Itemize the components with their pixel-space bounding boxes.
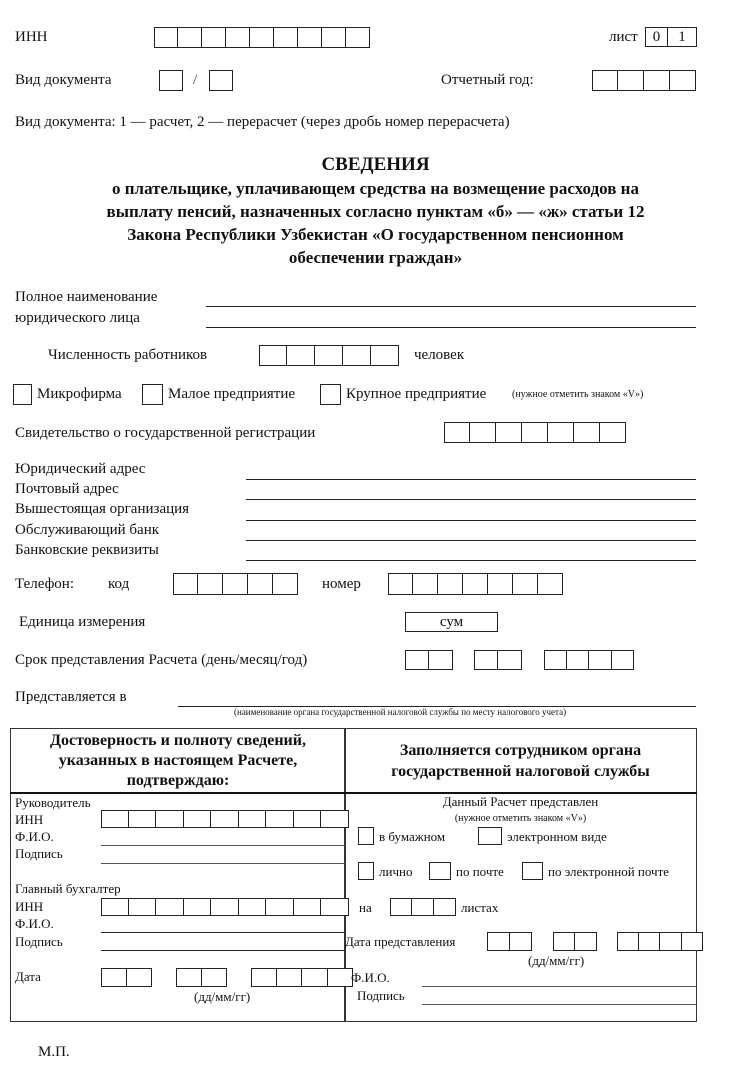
char-cell[interactable] <box>510 932 533 951</box>
tax-officer-heading-2: государственной налоговой службы <box>391 763 650 780</box>
postal-address-input[interactable] <box>246 499 696 500</box>
doc-type-input[interactable] <box>159 70 183 91</box>
tax-officer-heading-1: Заполняется сотрудником органа <box>399 742 642 759</box>
sheet-digit: 0 <box>645 27 668 47</box>
char-cell[interactable] <box>266 898 294 916</box>
char-cell[interactable] <box>438 573 463 595</box>
accountant-fio-label: Ф.И.О. <box>15 916 54 931</box>
date-month-input[interactable] <box>176 968 227 987</box>
char-cell[interactable] <box>487 932 510 951</box>
director-inn-input[interactable] <box>101 810 349 828</box>
officer-signature-label: Подпись <box>357 988 405 1003</box>
report-year-input[interactable] <box>592 70 696 91</box>
submission-month-input[interactable] <box>553 932 597 951</box>
char-cell[interactable] <box>127 968 153 987</box>
char-cell[interactable] <box>202 27 226 48</box>
char-cell[interactable] <box>434 898 456 916</box>
char-cell[interactable] <box>639 932 661 951</box>
officer-signature-input[interactable] <box>422 1004 696 1005</box>
char-cell[interactable] <box>346 27 370 48</box>
accountant-fio-input[interactable] <box>101 932 345 933</box>
char-cell[interactable] <box>259 345 287 366</box>
char-cell[interactable] <box>273 573 298 595</box>
char-cell[interactable] <box>544 650 567 670</box>
small-business-checkbox[interactable] <box>142 384 163 405</box>
parent-org-label: Вышестоящая организация <box>15 501 190 517</box>
char-cell[interactable] <box>589 650 612 670</box>
chief-accountant-label: Главный бухгалтер <box>15 881 121 896</box>
sheet-number <box>645 27 697 47</box>
submitted-label: Данный Расчет представлен <box>442 794 599 809</box>
char-cell[interactable] <box>248 573 273 595</box>
sheets-suffix: листах <box>461 900 499 915</box>
char-cell[interactable] <box>302 968 328 987</box>
postal-address-label: Почтовый адрес <box>15 481 119 497</box>
director-fio-input[interactable] <box>101 845 345 846</box>
submission-date-format: (дд/мм/гг) <box>528 953 585 968</box>
char-cell[interactable] <box>298 27 322 48</box>
submission-day-input[interactable] <box>487 932 532 951</box>
deadline-year-input[interactable] <box>544 650 634 670</box>
char-cell[interactable] <box>463 573 488 595</box>
sheets-count-input[interactable] <box>390 898 456 916</box>
large-business-label: Крупное предприятие <box>346 386 487 402</box>
char-cell[interactable] <box>251 968 277 987</box>
char-cell[interactable] <box>287 345 315 366</box>
employees-unit: человек <box>414 347 465 363</box>
sheets-prefix: на <box>359 900 372 915</box>
form-subtitle-line-2: выплату пенсий, назначенных согласно пунктам «б» — «ж» статьи 12 <box>106 202 645 221</box>
doc-type-separator: / <box>193 72 198 88</box>
char-cell[interactable] <box>522 422 548 443</box>
sheet-digit: 1 <box>668 27 697 47</box>
char-cell[interactable] <box>154 27 178 48</box>
director-inn-label: ИНН <box>15 812 44 827</box>
date-day-input[interactable] <box>101 968 152 987</box>
recalc-number-input[interactable] <box>209 70 233 91</box>
char-cell[interactable] <box>202 968 228 987</box>
confirmation-heading-2: указанных в настоящем Расчете, <box>58 752 298 769</box>
director-signature-label: Подпись <box>15 846 63 861</box>
electronic-form-label: электронном виде <box>507 829 607 844</box>
char-cell[interactable] <box>444 422 470 443</box>
char-cell[interactable] <box>574 422 600 443</box>
char-cell[interactable] <box>129 898 157 916</box>
char-cell[interactable] <box>223 573 248 595</box>
char-cell[interactable] <box>488 573 513 595</box>
char-cell[interactable] <box>239 810 267 828</box>
form-subtitle-line-1: о плательщике, уплачивающем средства на возмещение расходов на <box>112 179 639 198</box>
char-cell[interactable] <box>670 70 696 91</box>
char-cell[interactable] <box>211 898 239 916</box>
char-cell[interactable] <box>178 27 202 48</box>
char-cell[interactable] <box>315 345 343 366</box>
char-cell[interactable] <box>553 932 575 951</box>
submitted-to-label: Представляется в <box>15 689 127 705</box>
char-cell[interactable] <box>496 422 522 443</box>
electronic-form-checkbox[interactable] <box>478 827 502 845</box>
char-cell[interactable] <box>198 573 223 595</box>
inn-input[interactable] <box>154 27 370 48</box>
char-cell[interactable] <box>343 345 371 366</box>
bank-input[interactable] <box>246 540 696 541</box>
char-cell[interactable] <box>274 27 298 48</box>
legal-address-label: Юридический адрес <box>15 461 146 477</box>
submitted-to-note: (наименование органа государственной налоговой службы по месту налогового учета) <box>234 707 567 717</box>
small-business-label: Малое предприятие <box>168 386 296 402</box>
date-label: Дата <box>15 969 41 984</box>
form-title: СВЕДЕНИЯ <box>321 154 430 175</box>
char-cell[interactable] <box>371 345 399 366</box>
inn-label: ИНН <box>15 29 48 45</box>
full-name-label-2: юридического лица <box>15 310 140 326</box>
char-cell[interactable] <box>470 422 496 443</box>
by-email-checkbox[interactable] <box>522 862 543 880</box>
employees-label: Численность работников <box>48 347 208 363</box>
char-cell[interactable] <box>413 573 438 595</box>
char-cell[interactable] <box>617 932 639 951</box>
char-cell[interactable] <box>567 650 590 670</box>
char-cell[interactable] <box>211 810 239 828</box>
char-cell[interactable] <box>513 573 538 595</box>
char-cell[interactable] <box>548 422 574 443</box>
officer-fio-input[interactable] <box>422 986 696 987</box>
by-mail-checkbox[interactable] <box>429 862 451 880</box>
char-cell[interactable] <box>592 70 618 91</box>
form-subtitle-line-4: обеспечении граждан» <box>288 248 463 267</box>
char-cell[interactable] <box>644 70 670 91</box>
phone-code-label: код <box>108 576 130 592</box>
microfirm-label: Микрофирма <box>37 386 122 402</box>
size-note: (нужное отметить знаком «V») <box>512 389 644 400</box>
deadline-month-input[interactable] <box>474 650 522 670</box>
submission-date-label: Дата представления <box>345 934 456 949</box>
char-cell[interactable] <box>184 810 212 828</box>
registration-input[interactable] <box>444 422 626 443</box>
parent-org-input[interactable] <box>246 520 696 521</box>
bank-details-label: Банковские реквизиты <box>15 542 159 558</box>
full-name-input[interactable] <box>206 306 696 307</box>
char-cell[interactable] <box>239 898 267 916</box>
phone-label: Телефон: <box>15 576 74 592</box>
confirmation-heading-1: Достоверность и полноту сведений, <box>50 732 306 749</box>
char-cell[interactable] <box>101 810 129 828</box>
full-name-label: Полное наименование <box>15 289 158 305</box>
char-cell[interactable] <box>575 932 597 951</box>
mark-note: (нужное отметить знаком «V») <box>454 813 587 824</box>
char-cell[interactable] <box>321 898 349 916</box>
in-person-label: лично <box>379 864 413 879</box>
registration-label: Свидетельство о государственной регистрации <box>15 425 316 441</box>
officer-fio-label: Ф.И.О. <box>351 970 390 985</box>
char-cell[interactable] <box>294 810 322 828</box>
submission-year-input[interactable] <box>617 932 703 951</box>
phone-number-input[interactable] <box>388 573 563 595</box>
char-cell[interactable] <box>129 810 157 828</box>
report-year-label: Отчетный год: <box>441 72 534 88</box>
accountant-inn-input[interactable] <box>101 898 349 916</box>
char-cell[interactable] <box>250 27 274 48</box>
char-cell[interactable] <box>277 968 303 987</box>
accountant-signature-label: Подпись <box>15 934 63 949</box>
char-cell[interactable] <box>176 968 202 987</box>
unit-field <box>405 612 498 632</box>
doc-type-note: Вид документа: 1 — расчет, 2 — перерасчет (через дробь номер перерасчета) <box>15 114 510 130</box>
char-cell[interactable] <box>498 650 522 670</box>
large-business-checkbox[interactable] <box>320 384 341 405</box>
char-cell[interactable] <box>405 650 429 670</box>
bank-details-input[interactable] <box>246 560 696 561</box>
char-cell[interactable] <box>184 898 212 916</box>
char-cell[interactable] <box>101 968 127 987</box>
paper-form-checkbox[interactable] <box>358 827 374 845</box>
char-cell[interactable] <box>429 650 453 670</box>
date-year-input[interactable] <box>251 968 353 987</box>
paper-form-label: в бумажном <box>379 829 446 844</box>
director-fio-label: Ф.И.О. <box>15 829 54 844</box>
char-cell[interactable] <box>612 650 635 670</box>
unit-value: сум <box>405 612 498 632</box>
char-cell[interactable] <box>618 70 644 91</box>
char-cell[interactable] <box>412 898 434 916</box>
char-cell[interactable] <box>474 650 498 670</box>
phone-code-input[interactable] <box>173 573 298 595</box>
employees-input[interactable] <box>259 345 399 366</box>
doc-type-label: Вид документа <box>15 72 112 88</box>
char-cell[interactable] <box>101 898 129 916</box>
director-label: Руководитель <box>15 795 91 810</box>
deadline-label: Срок представления Расчета (день/месяц/год) <box>15 652 308 668</box>
by-mail-label: по почте <box>456 864 504 879</box>
char-cell[interactable] <box>328 968 354 987</box>
deadline-day-input[interactable] <box>405 650 453 670</box>
char-cell[interactable] <box>322 27 346 48</box>
bank-label: Обслуживающий банк <box>15 522 160 538</box>
date-format-hint: (дд/мм/гг) <box>194 989 251 1004</box>
accountant-signature-input[interactable] <box>101 950 345 951</box>
in-person-checkbox[interactable] <box>358 862 374 880</box>
phone-number-label: номер <box>322 576 361 592</box>
microfirm-checkbox[interactable] <box>13 384 32 405</box>
char-cell[interactable] <box>538 573 563 595</box>
full-name-input-2[interactable] <box>206 327 696 328</box>
legal-address-input[interactable] <box>246 479 696 480</box>
char-cell[interactable] <box>600 422 626 443</box>
char-cell[interactable] <box>173 573 198 595</box>
char-cell[interactable] <box>156 810 184 828</box>
form-subtitle-line-3: Закона Республики Узбекистан «О государственном пенсионном <box>127 225 624 244</box>
char-cell[interactable] <box>226 27 250 48</box>
char-cell[interactable] <box>156 898 184 916</box>
char-cell[interactable] <box>266 810 294 828</box>
confirmation-heading-3: подтверждаю: <box>126 772 230 789</box>
char-cell[interactable] <box>682 932 704 951</box>
char-cell[interactable] <box>390 898 412 916</box>
by-email-label: по электронной почте <box>548 864 670 879</box>
char-cell[interactable] <box>294 898 322 916</box>
accountant-inn-label: ИНН <box>15 899 44 914</box>
stamp-label: М.П. <box>38 1044 70 1060</box>
char-cell[interactable] <box>660 932 682 951</box>
sheet-label: лист <box>609 29 638 45</box>
director-signature-input[interactable] <box>101 863 345 864</box>
unit-label: Единица измерения <box>19 614 146 630</box>
char-cell[interactable] <box>388 573 413 595</box>
